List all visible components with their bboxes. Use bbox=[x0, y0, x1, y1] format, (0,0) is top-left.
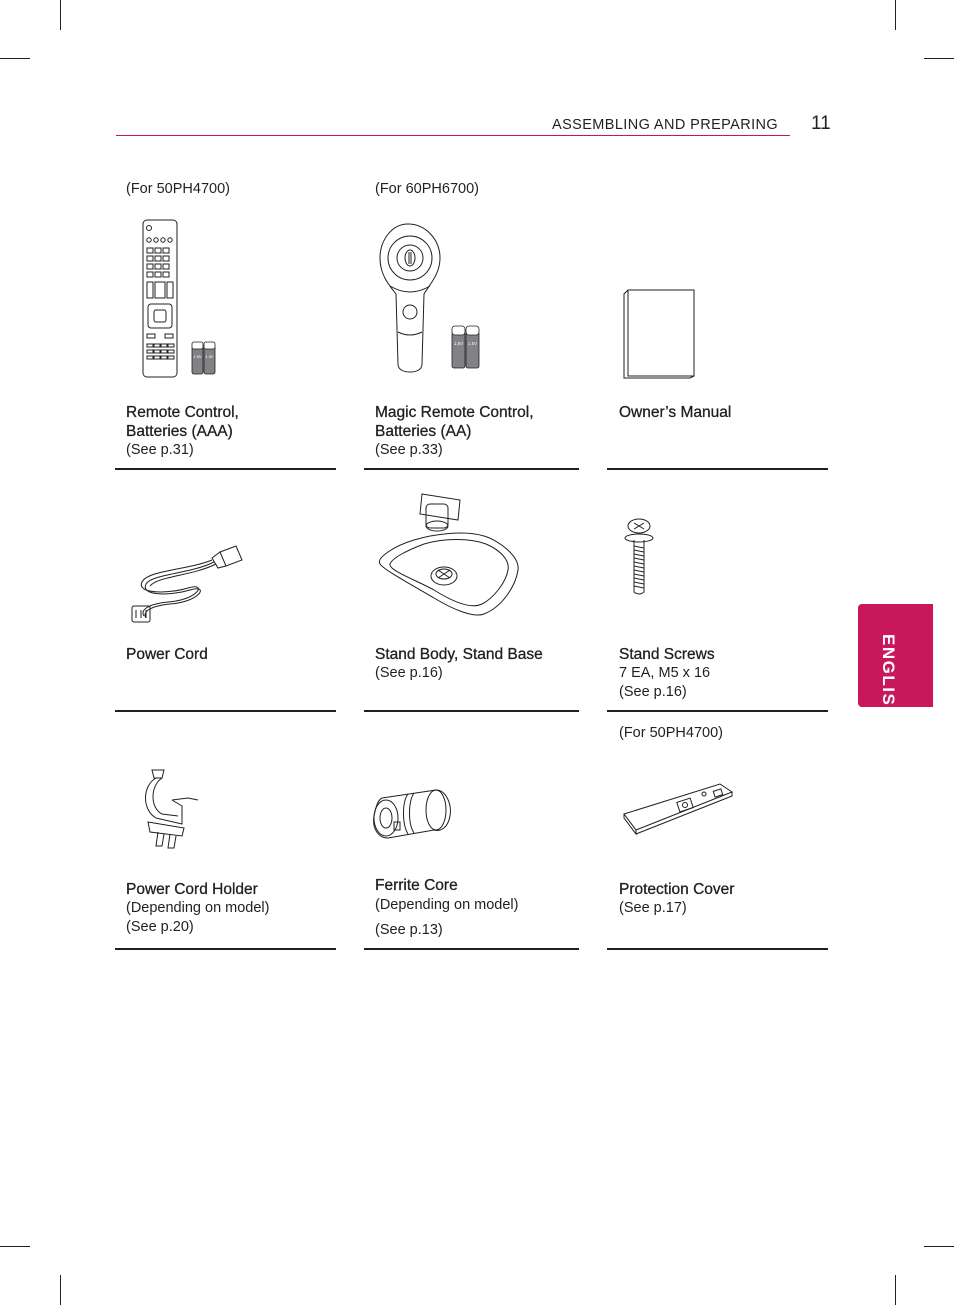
battery-label: 1.5V bbox=[205, 354, 214, 359]
item-divider bbox=[115, 710, 336, 712]
power-cord-image bbox=[128, 540, 248, 626]
item-divider bbox=[364, 710, 579, 712]
stand-screw-image bbox=[620, 516, 660, 598]
language-tab-label: ENGLISH bbox=[879, 634, 898, 721]
model-variant-label: (For 50PH4700) bbox=[126, 181, 230, 197]
battery-label: 1.5V bbox=[467, 341, 478, 346]
item-note: (Depending on model) bbox=[375, 897, 519, 913]
item-name: Protection Cover bbox=[619, 881, 735, 898]
battery-label: 1.5V bbox=[193, 354, 202, 359]
item-name: Remote Control, bbox=[126, 404, 239, 421]
crop-mark bbox=[924, 1246, 954, 1247]
crop-mark bbox=[0, 1246, 30, 1247]
model-variant-label: (For 60PH6700) bbox=[375, 181, 479, 197]
item-note: (Depending on model) bbox=[126, 900, 270, 916]
item-name: Batteries (AA) bbox=[375, 423, 472, 440]
protection-cover-image bbox=[620, 780, 736, 836]
stand-image bbox=[374, 486, 524, 620]
battery-label: 1.5V bbox=[453, 341, 464, 346]
item-name: Ferrite Core bbox=[375, 877, 458, 894]
item-divider bbox=[607, 710, 828, 712]
item-divider bbox=[115, 468, 336, 470]
crop-mark bbox=[0, 58, 30, 59]
item-name: Stand Screws bbox=[619, 646, 715, 663]
item-note: (See p.16) bbox=[375, 665, 443, 681]
crop-mark bbox=[895, 1275, 896, 1305]
item-note: (See p.33) bbox=[375, 442, 443, 458]
item-note: (See p.31) bbox=[126, 442, 194, 458]
magic-remote-image bbox=[378, 222, 488, 374]
crop-mark bbox=[895, 0, 896, 30]
item-note: (See p.16) bbox=[619, 684, 687, 700]
item-divider bbox=[364, 468, 579, 470]
item-divider bbox=[364, 948, 579, 950]
header-rule bbox=[116, 135, 790, 136]
item-name: Owner’s Manual bbox=[619, 404, 732, 421]
item-note: (See p.13) bbox=[375, 922, 443, 938]
item-note: (See p.20) bbox=[126, 919, 194, 935]
power-cord-holder-image bbox=[138, 766, 204, 850]
language-tab[interactable] bbox=[858, 604, 933, 721]
remote-control-image bbox=[140, 218, 220, 380]
item-name: Batteries (AAA) bbox=[126, 423, 233, 440]
crop-mark bbox=[924, 58, 954, 59]
page-number: 11 bbox=[811, 113, 831, 134]
item-divider bbox=[607, 468, 828, 470]
crop-mark bbox=[60, 1275, 61, 1305]
model-variant-label: (For 50PH4700) bbox=[619, 725, 723, 741]
item-name: Power Cord bbox=[126, 646, 208, 663]
item-note: 7 EA, M5 x 16 bbox=[619, 665, 711, 681]
item-divider bbox=[607, 948, 828, 950]
item-name: Stand Body, Stand Base bbox=[375, 646, 543, 663]
item-note: (See p.17) bbox=[619, 900, 687, 916]
item-name: Power Cord Holder bbox=[126, 881, 258, 898]
section-title: ASSEMBLING AND PREPARING bbox=[552, 117, 779, 133]
item-divider bbox=[115, 948, 336, 950]
ferrite-core-image bbox=[370, 784, 456, 842]
crop-mark bbox=[60, 0, 61, 30]
item-name: Magic Remote Control, bbox=[375, 404, 534, 421]
owners-manual-image bbox=[622, 288, 698, 380]
